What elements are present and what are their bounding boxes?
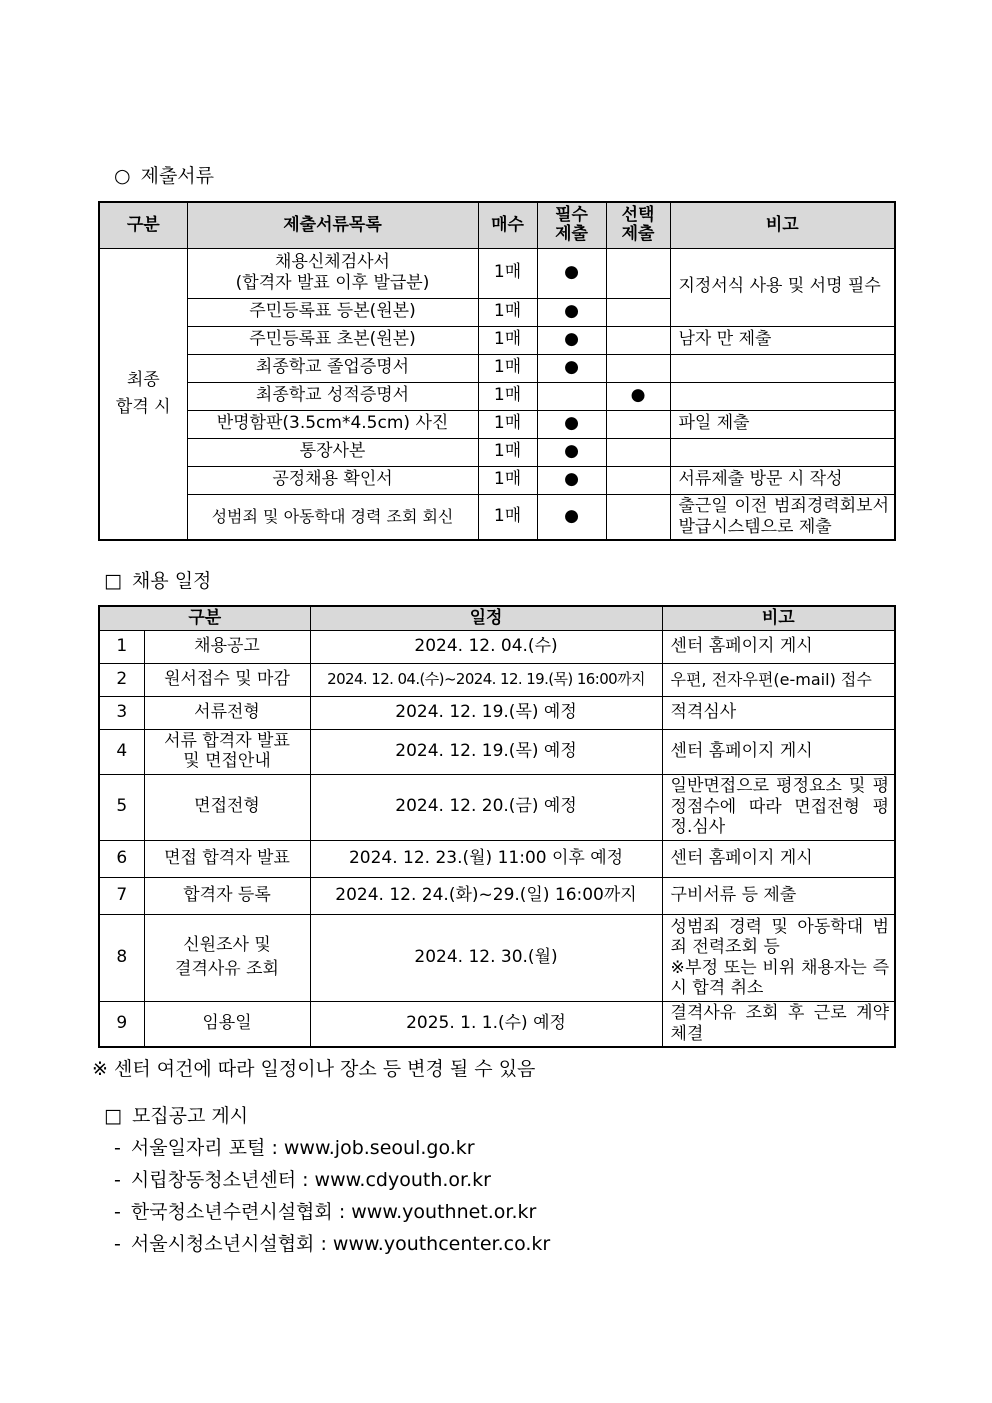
dash-bullet: - xyxy=(114,1201,121,1223)
header-count: 매수 xyxy=(478,202,537,248)
table-row xyxy=(99,326,895,354)
documents-table xyxy=(98,201,896,541)
stage: 합격자 등록 xyxy=(144,877,310,914)
required-mark: ● xyxy=(537,410,606,438)
list-item xyxy=(114,1197,550,1229)
table-row xyxy=(99,1001,895,1047)
doc-item: 주민등록표 초본(원본) xyxy=(187,326,478,354)
date: 2024. 12. 23.(월) 11:00 이후 예정 xyxy=(310,840,662,877)
doc-count: 1매 xyxy=(478,410,537,438)
doc-count: 1매 xyxy=(478,298,537,326)
row-number: 8 xyxy=(99,914,144,1001)
row-number: 1 xyxy=(99,630,144,663)
doc-count: 1매 xyxy=(478,466,537,494)
header-optional: 선택 제출 xyxy=(606,202,670,248)
row-number: 6 xyxy=(99,840,144,877)
docs-section-title: 제출서류 xyxy=(140,165,215,187)
table-row xyxy=(99,663,895,696)
site-url-link[interactable]: www.job.seoul.go.kr xyxy=(283,1137,475,1159)
date: 2024. 12. 19.(목) 예정 xyxy=(310,696,662,729)
required-mark: ● xyxy=(537,438,606,466)
doc-note-empty xyxy=(670,354,895,382)
table-row xyxy=(99,729,895,774)
required-mark: ● xyxy=(537,326,606,354)
table-row xyxy=(99,774,895,840)
required-mark xyxy=(537,382,606,410)
stage: 서류 합격자 발표 및 면접안내 xyxy=(144,729,310,774)
header-schedule: 일정 xyxy=(310,606,662,630)
date: 2024. 12. 24.(화)~29.(일) 16:00까지 xyxy=(310,877,662,914)
doc-note: 출근일 이전 범죄경력회보서 발급시스템으로 제출 xyxy=(670,494,895,540)
optional-mark xyxy=(606,248,670,298)
required-mark: ● xyxy=(537,298,606,326)
square-bullet-icon: □ xyxy=(104,570,122,592)
doc-note: 파일 제출 xyxy=(670,410,895,438)
table-row xyxy=(99,494,895,540)
date: 2024. 12. 30.(월) xyxy=(310,914,662,1001)
doc-count: 1매 xyxy=(478,326,537,354)
header-remarks: 비고 xyxy=(662,606,895,630)
table-row xyxy=(99,438,895,466)
separator: : xyxy=(320,1233,327,1255)
site-name: 서울시청소년시설협회 xyxy=(130,1233,315,1255)
row-number: 2 xyxy=(99,663,144,696)
optional-mark xyxy=(606,466,670,494)
optional-mark: ● xyxy=(606,382,670,410)
list-item xyxy=(114,1165,550,1197)
stage: 면접 합격자 발표 xyxy=(144,840,310,877)
table-row xyxy=(99,248,895,298)
row-number: 3 xyxy=(99,696,144,729)
site-name: 시립창동청소년센터 xyxy=(130,1169,297,1191)
required-mark: ● xyxy=(537,248,606,298)
date: 2024. 12. 19.(목) 예정 xyxy=(310,729,662,774)
doc-item: 최종학교 성적증명서 xyxy=(187,382,478,410)
stage: 신원조사 및 결격사유 조회 xyxy=(144,914,310,1001)
optional-mark xyxy=(606,438,670,466)
table-row xyxy=(99,410,895,438)
header-category: 구분 xyxy=(99,606,310,630)
schedule-section-title: 채용 일정 xyxy=(131,570,212,592)
dash-bullet: - xyxy=(114,1137,121,1159)
doc-note: 서류제출 방문 시 작성 xyxy=(670,466,895,494)
list-item xyxy=(114,1229,550,1261)
table-row xyxy=(99,382,895,410)
optional-mark xyxy=(606,410,670,438)
date: 2025. 1. 1.(수) 예정 xyxy=(310,1001,662,1047)
stage: 면접전형 xyxy=(144,774,310,840)
group-label: 최종 합격 시 xyxy=(99,248,187,540)
dash-bullet: - xyxy=(114,1169,121,1191)
table-row xyxy=(99,466,895,494)
site-name: 서울일자리 포털 xyxy=(130,1137,266,1159)
stage: 서류전형 xyxy=(144,696,310,729)
note: 센터 홈페이지 게시 xyxy=(662,729,895,774)
required-mark: ● xyxy=(537,354,606,382)
stage: 채용공고 xyxy=(144,630,310,663)
posting-section-heading xyxy=(104,1101,248,1128)
schedule-section-heading xyxy=(104,566,211,593)
optional-mark xyxy=(606,298,670,326)
separator: : xyxy=(338,1201,346,1223)
list-item xyxy=(114,1133,550,1165)
date: 2024. 12. 04.(수) xyxy=(310,630,662,663)
row-number: 9 xyxy=(99,1001,144,1047)
doc-count: 1매 xyxy=(478,438,537,466)
doc-item: 통장사본 xyxy=(187,438,478,466)
required-mark: ● xyxy=(537,466,606,494)
square-bullet-icon: □ xyxy=(104,1105,122,1127)
note: 결격사유 조회 후 근로 계약체결 xyxy=(662,1001,895,1047)
doc-note: 남자 만 제출 xyxy=(670,326,895,354)
note: 일반면접으로 평정요소 및 평정점수에 따라 면접전형 평정.심사 xyxy=(662,774,895,840)
doc-item: 주민등록표 등본(원본) xyxy=(187,298,478,326)
posting-section-title: 모집공고 게시 xyxy=(131,1105,249,1127)
table-row xyxy=(99,840,895,877)
separator: : xyxy=(271,1137,278,1159)
doc-item: 채용신체검사서 (합격자 발표 이후 발급분) xyxy=(187,248,478,298)
note: 센터 홈페이지 게시 xyxy=(662,630,895,663)
doc-note-empty xyxy=(670,438,895,466)
doc-count: 1매 xyxy=(478,354,537,382)
note: 적격심사 xyxy=(662,696,895,729)
note: 우편, 전자우편(e-mail) 접수 xyxy=(662,663,895,696)
doc-note-empty xyxy=(670,382,895,410)
docs-section-heading xyxy=(114,161,214,188)
note: 구비서류 등 제출 xyxy=(662,877,895,914)
header-category: 구분 xyxy=(99,202,187,248)
doc-note: 지정서식 사용 및 서명 필수 xyxy=(670,248,895,326)
table-row xyxy=(99,877,895,914)
site-name: 한국청소년수련시설협회 xyxy=(130,1201,333,1223)
posting-list xyxy=(114,1133,550,1261)
header-required: 필수 제출 xyxy=(537,202,606,248)
site-url-link[interactable]: www.cdyouth.or.kr xyxy=(314,1169,491,1191)
header-doc-list: 제출서류목록 xyxy=(187,202,478,248)
optional-mark xyxy=(606,494,670,540)
separator: : xyxy=(302,1169,309,1191)
dash-bullet: - xyxy=(114,1233,121,1255)
doc-item: 반명함판(3.5cm*4.5cm) 사진 xyxy=(187,410,478,438)
site-url-link[interactable]: www.youthnet.or.kr xyxy=(351,1201,537,1223)
doc-item: 최종학교 졸업증명서 xyxy=(187,354,478,382)
row-number: 4 xyxy=(99,729,144,774)
doc-count: 1매 xyxy=(478,382,537,410)
row-number: 7 xyxy=(99,877,144,914)
note: 성범죄 경력 및 아동학대 범죄 전력조회 등 ※부정 또는 비위 채용자는 즉시 합격 취소 xyxy=(662,914,895,1001)
schedule-table xyxy=(98,605,896,1048)
doc-item: 성범죄 및 아동학대 경력 조회 회신 xyxy=(187,494,478,540)
table-row xyxy=(99,914,895,1001)
schedule-footnote: ※ 센터 여건에 따라 일정이나 장소 등 변경 될 수 있음 xyxy=(92,1058,536,1080)
required-mark: ● xyxy=(537,494,606,540)
date: 2024. 12. 20.(금) 예정 xyxy=(310,774,662,840)
stage: 임용일 xyxy=(144,1001,310,1047)
table-row xyxy=(99,354,895,382)
optional-mark xyxy=(606,354,670,382)
optional-mark xyxy=(606,326,670,354)
note: 센터 홈페이지 게시 xyxy=(662,840,895,877)
header-remarks: 비고 xyxy=(670,202,895,248)
doc-count: 1매 xyxy=(478,494,537,540)
doc-count: 1매 xyxy=(478,248,537,298)
site-url-link[interactable]: www.youthcenter.co.kr xyxy=(332,1233,551,1255)
row-number: 5 xyxy=(99,774,144,840)
doc-item: 공정채용 확인서 xyxy=(187,466,478,494)
date: 2024. 12. 04.(수)~2024. 12. 19.(목) 16:00까지 xyxy=(310,663,662,696)
table-row xyxy=(99,630,895,663)
circle-bullet-icon: ○ xyxy=(114,165,131,187)
stage: 원서접수 및 마감 xyxy=(144,663,310,696)
table-row xyxy=(99,696,895,729)
